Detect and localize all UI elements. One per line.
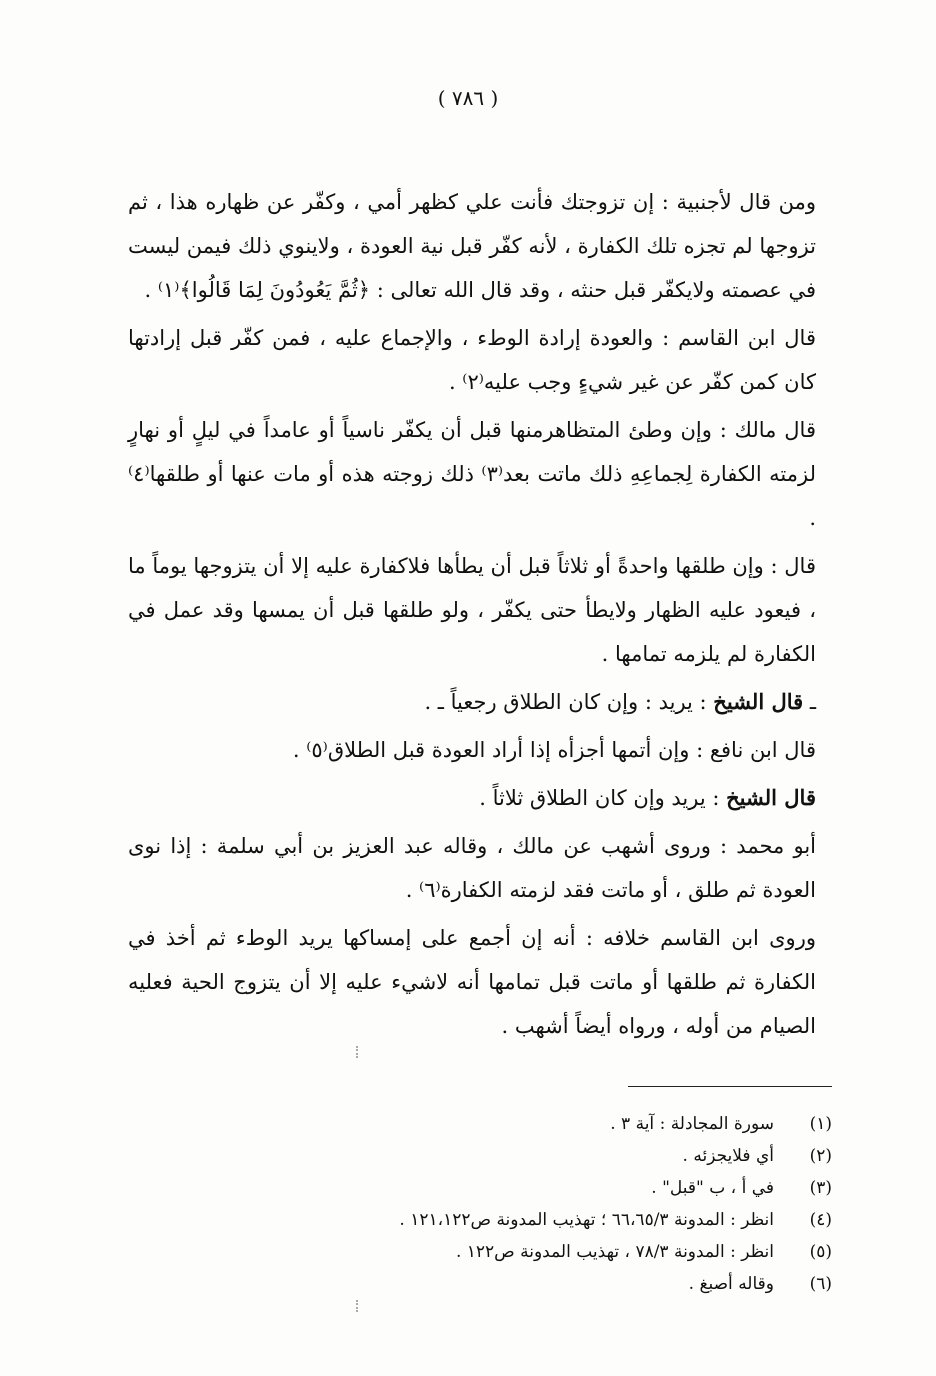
footnote-number: (٢) [809,1146,832,1166]
speaker-label: قال الشيخ [713,689,804,714]
footnote-text: انظر : المدونة ٦٦،٦٥/٣ ؛ تهذيب المدونة ص١٢١،١٢٢ . [399,1210,774,1230]
paragraph-3: قال مالك : وإن وطئ المتظاهرمنها قبل أن يكفّر ناسياً أو عامداً في ليلٍ أو نهارٍ لزمته الكفارة لِجماعِهِ ذلك ماتت بعد⁽٣⁾ ذلك زوجته هذه أو مات عنها أو طلقها⁽٤⁾ . [128,418,817,530]
paragraph-2: قال ابن القاسم : والعودة إرادة الوطء ، والإجماع عليه ، فمن كفّر قبل إرادتها كان كمن كفّر عن غير شيءٍ وجب عليه⁽٢⁾ . [128,326,816,394]
footnote [128,1108,832,1140]
footnote [128,1172,832,1204]
footnote-text: وقاله أصبغ . [688,1274,774,1294]
footnote [128,1140,832,1172]
speaker-label: قال الشيخ [726,785,816,810]
paragraph-7: قال الشيخ : يريد وإن كان الطلاق ثلاثاً . [479,785,816,810]
footnote-text: انظر : المدونة ٧٨/٣ ، تهذيب المدونة ص١٢٢ . [455,1242,774,1262]
paragraph-8: أبو محمد : وروى أشهب عن مالك ، وقاله عبد العزيز بن أبي سلمة : إذا نوى العودة ثم طلق ، أو ماتت فقد لزمته الكفارة⁽٦⁾ . [128,834,816,902]
footnotes [128,1108,832,1300]
paragraph-6: قال ابن نافع : وإن أتمها أجزأه إذا أراد العودة قبل الطلاق⁽٥⁾ . [292,738,816,762]
footnote-divider [628,1086,832,1087]
stray-dots [356,1046,360,1058]
footnote-number: (٣) [809,1178,832,1198]
footnote-number: (٦) [809,1274,832,1294]
paragraph-5: ـ قال الشيخ : يريد : وإن كان الطلاق رجعياً ـ . [424,689,816,714]
footnote-number: (١) [809,1114,832,1134]
page-number: ( ٧٨٦ ) [437,86,499,110]
stray-dots [356,1300,360,1312]
footnote-number: (٤) [809,1210,832,1230]
main-text [128,180,816,1052]
paragraph-4: قال : وإن طلقها واحدةً أو ثلاثاً قبل أن يطأها فلاكفارة عليه إلا أن يتزوجها يوماً ما ، فيعود عليه الظهار ولايطأ حتى يكفّر ، ولو طلقها قبل أن يمسها وقد عمل في الكفارة لم يلزمه تمامها . [128,554,816,666]
footnote [128,1236,832,1268]
footnote-text: في أ ، ب "قبل" . [651,1178,774,1198]
paragraph-9: وروى ابن القاسم خلافه : أنه إن أجمع على إمساكها يريد الوطء ثم أخذ في الكفارة ثم طلقها أو ماتت قبل تمامها أنه لاشيء عليه إلا أن يتزوج الحية فعليه الصيام من أوله ، ورواه أيضاً أشهب . [128,926,816,1038]
footnote [128,1204,832,1236]
footnote-text: سورة المجادلة : آية ٣ . [610,1114,774,1134]
footnote [128,1268,832,1300]
footnote-number: (٥) [809,1242,832,1262]
footnote-text: أي فلايجزئه . [682,1146,774,1166]
paragraph-1: ومن قال لأجنبية : إن تزوجتك فأنت علي كظهر أمي ، وكفّر عن ظهاره هذا ، ثم تزوجها لم تجزه تلك الكفارة ، لأنه كفّر قبل نية العودة ، ولاينوي ذلك فيمن ليست في عصمته ولايكفّر قبل حنثه ، وقد قال الله تعالى : ﴿ثُمَّ يَعُودُونَ لِمَا قَالُوا﴾⁽١⁾ . [128,190,816,302]
